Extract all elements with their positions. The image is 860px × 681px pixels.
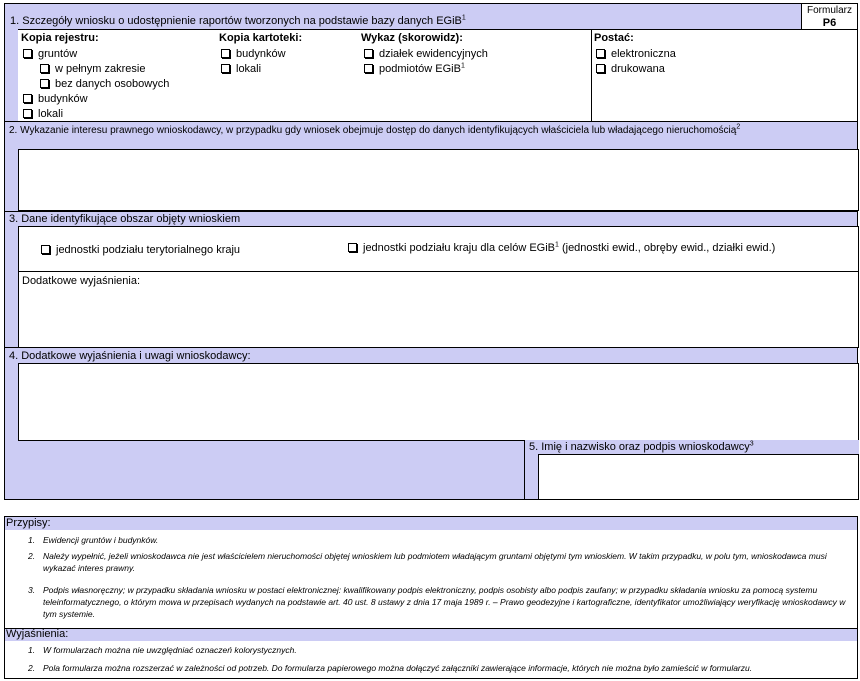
footnotes-header <box>5 517 857 530</box>
signature-field[interactable] <box>538 454 859 500</box>
section3-extra[interactable] <box>18 271 859 348</box>
checkbox-icon[interactable] <box>41 245 50 254</box>
checkbox-dzialek[interactable]: działek ewidencyjnych <box>364 48 488 61</box>
checkbox-icon[interactable] <box>221 49 230 58</box>
checkbox-budynkow-kartoteka[interactable]: budynków <box>221 48 286 61</box>
section1-options <box>17 29 592 122</box>
checkbox-jednostki-egib[interactable]: jednostki podziału kraju dla celów EGiB$^1$ (jednostki ewid., obręby ewid., działki ewid.) <box>348 242 775 255</box>
checkbox-podmiotow[interactable]: podmiotów EGiB$^1$ <box>364 63 465 76</box>
form-label <box>801 3 858 30</box>
section3-block <box>4 211 858 348</box>
footnote-item: 2. Należy wypełnić, jeżeli wnioskodawca nie jest właścicielem nieruchomości objętej wnioskiem lub podmiotem władającym gruntami objętymi tym wnioskiem. W takim przypadku, w polu tym, wnioskodawca musi wykazać interes prawny. <box>28 551 827 573</box>
explanations-header <box>5 628 857 641</box>
form-code: P6 <box>822 17 837 29</box>
section4-title: 4. Dodatkowe wyjaśnienia i uwagi wnioskodawcy: <box>9 350 251 362</box>
section3-title: 3. Dane identyfikujące obszar objęty wnioskiem <box>9 213 241 225</box>
col4-header: Postać: <box>594 32 634 44</box>
checkbox-lokali-rejestr[interactable]: lokali <box>23 108 63 121</box>
section1-title: 1. Szczegóły wniosku o udostępnienie raportów tworzonych na podstawie bazy danych EGiB$^1$ <box>10 14 466 27</box>
checkbox-icon[interactable] <box>596 49 605 58</box>
checkbox-icon[interactable] <box>348 243 357 252</box>
footnotes-title: Przypisy: <box>6 517 51 529</box>
checkbox-gruntow[interactable]: gruntów <box>23 48 77 61</box>
explanation-item: 1. W formularzach można nie uwzględniać oznaczeń kolorystycznych. <box>28 645 297 655</box>
section5-title: 5. Imię i nazwisko oraz podpis wnioskodawcy$^3$ <box>529 440 754 453</box>
section5-divider <box>524 454 539 500</box>
section1-postac <box>591 29 858 122</box>
section2-title: 2. Wykazanie interesu prawnego wnioskodawcy, w przypadku gdy wniosek obejmuje dostęp do danych identyfikujących właściciela lub władającego nieruchomością$^2$ <box>9 123 741 136</box>
checkbox-budynkow-rejestr[interactable]: budynków <box>23 93 88 106</box>
checkbox-pelny-zakres[interactable]: w pełnym zakresie <box>40 63 145 76</box>
checkbox-icon[interactable] <box>40 79 49 88</box>
explanations-title: Wyjaśnienia: <box>6 628 69 640</box>
col3-header: Wykaz (skorowidz): <box>361 32 463 44</box>
section5-header <box>524 440 859 455</box>
checkbox-bez-danych[interactable]: bez danych osobowych <box>40 78 169 91</box>
section4-input[interactable] <box>18 363 859 441</box>
checkbox-lokali-kartoteka[interactable]: lokali <box>221 63 261 76</box>
footnote-item: 3. Podpis własnoręczny; w przypadku składania wniosku w postaci elektronicznej: kwalifikowany podpis elektroniczny, podpis osobisty albo podpis zaufany; w przypadku składania wniosku za pomocą systemu teleinformatycznego, o którym mowa w przepisach wydanych na podstawie art. 40 ust. 8 ustawy z dnia 17 maja 1989 r. – Prawo geodezyjne i kartograficzne, identyfikator umożliwiający weryfikację wnioskodawcy w tym systemie. <box>28 585 846 619</box>
checkbox-icon[interactable] <box>23 94 32 103</box>
checkbox-icon[interactable] <box>221 64 230 73</box>
checkbox-jednostki-terytorialne[interactable]: jednostki podziału terytorialnego kraju <box>41 244 240 257</box>
section1-header <box>4 3 802 30</box>
form-label-line1: Formularz <box>806 5 852 16</box>
checkbox-icon[interactable] <box>596 64 605 73</box>
checkbox-drukowana[interactable]: drukowana <box>596 63 665 76</box>
checkbox-icon[interactable] <box>23 49 32 58</box>
section1-left-strip <box>4 29 18 122</box>
checkbox-icon[interactable] <box>364 49 373 58</box>
checkbox-elektroniczna[interactable]: elektroniczna <box>596 48 676 61</box>
checkbox-icon[interactable] <box>40 64 49 73</box>
section4-block <box>4 347 858 500</box>
explanation-item: 2. Pola formularza można rozszerzać w zależności od potrzeb. Do formularza papierowego można dołączyć załączniki zawierające informacje, których nie można było zamieścić w formularzu. <box>28 663 753 673</box>
section3-options <box>18 226 859 272</box>
col2-header: Kopia kartoteki: <box>219 32 303 44</box>
section2-input[interactable] <box>18 149 859 211</box>
footnotes-block <box>4 516 858 679</box>
col1-header: Kopia rejestru: <box>21 32 99 44</box>
checkbox-icon[interactable] <box>23 109 32 118</box>
footnote-item: 1. Ewidencji gruntów i budynków. <box>28 535 159 545</box>
section3-extra-label: Dodatkowe wyjaśnienia: <box>22 275 141 287</box>
checkbox-icon[interactable] <box>364 64 373 73</box>
section2-block <box>4 121 858 212</box>
